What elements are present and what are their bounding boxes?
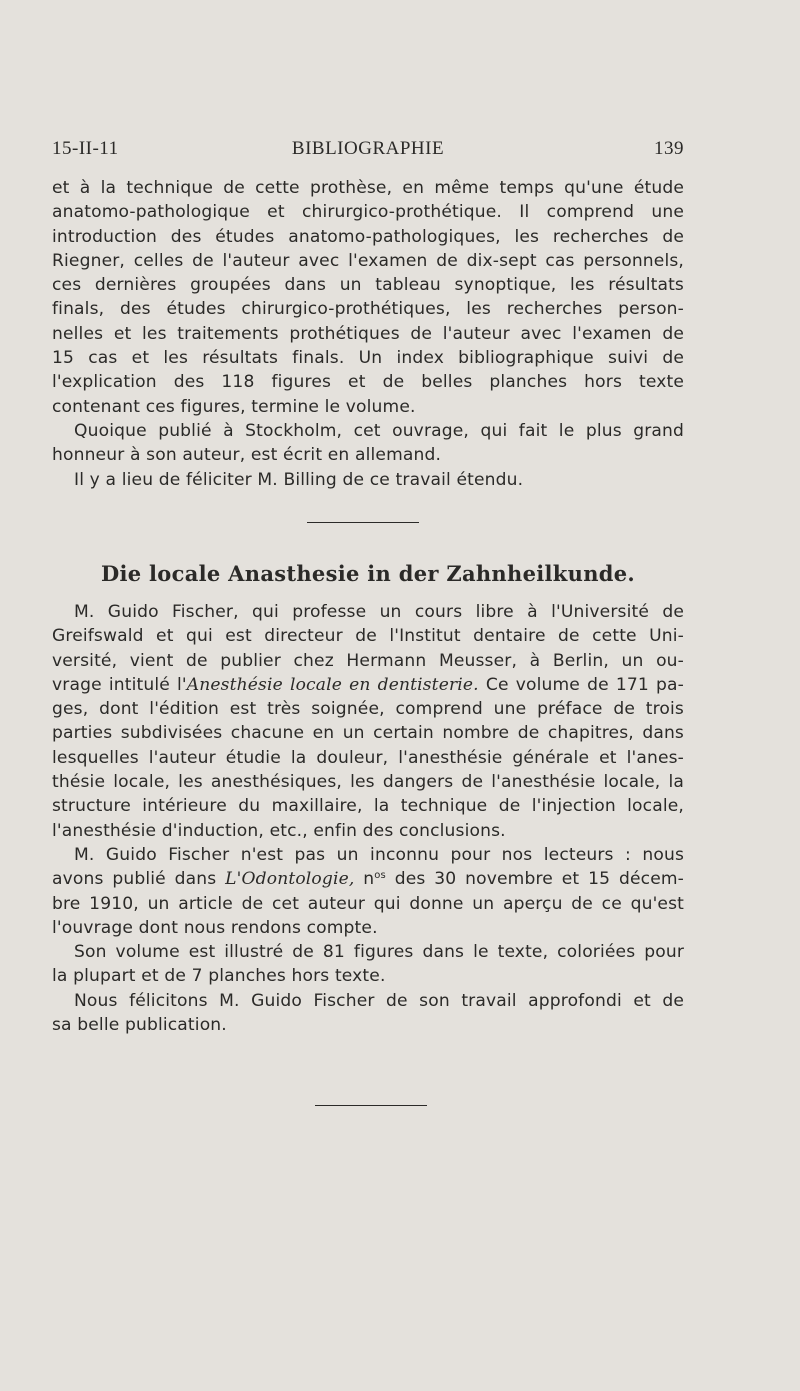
text-line: thésie locale, les anesthésiques, les dangers de l'anesthésie locale, la: [52, 772, 684, 793]
page-number: 139: [654, 138, 684, 159]
text-line: anatomo-pathologique et chirurgico-prothétique. Il comprend une: [52, 202, 684, 223]
superscript: os: [374, 870, 386, 882]
text-segment: n: [354, 869, 375, 890]
text-line: Greifswald et qui est directeur de l'Institut dentaire de cette Uni-: [52, 626, 684, 647]
text-line: M. Guido Fischer, qui professe un cours libre à l'Université de: [74, 602, 684, 622]
text-segment: vrage intitulé l': [52, 674, 187, 695]
text-line: ges, dont l'édition est très soignée, comprend une préface de trois: [52, 699, 684, 720]
book-title-italic: Anesthésie locale en dentisterie.: [186, 674, 479, 695]
text-line: Nous félicitons M. Guido Fischer de son travail approfondi et de: [74, 990, 684, 1011]
section2-text: [52, 600, 684, 1037]
text-line: structure intérieure du maxillaire, la technique de l'injection locale,: [52, 796, 684, 817]
text-segment: des 30 novembre et 15 décem-: [385, 869, 684, 890]
text-segment: Ce volume de 171 pa-: [478, 674, 684, 695]
text-line: versité, vient de publier chez Hermann Meusser, à Berlin, un ou-: [52, 650, 684, 671]
text-line: et à la technique de cette prothèse, en même temps qu'une étude: [52, 178, 684, 198]
text-line: lesquelles l'auteur étudie la douleur, l'anesthésie générale et l'anes-: [52, 747, 684, 768]
text-line: la plupart et de 7 planches hors texte.: [52, 966, 386, 987]
journal-title-italic: L'Odontologie,: [225, 869, 355, 890]
text-line: M. Guido Fischer n'est pas un inconnu pour nos lecteurs : nous: [74, 844, 684, 865]
text-line: bre 1910, un article de cet auteur qui donne un aperçu de ce qu'est: [52, 893, 684, 914]
text-line: l'anesthésie d'induction, etc., enfin des conclusions.: [52, 820, 506, 841]
section-divider: [307, 522, 419, 523]
text-line: ces dernières groupées dans un tableau synoptique, les résultats: [52, 275, 684, 296]
text-line: honneur à son auteur, est écrit en allemand.: [52, 445, 442, 466]
header-section-title: BIBLIOGRAPHIE: [291, 138, 445, 159]
text-line: finals, des études chirurgico-prothétiques, les recherches person-: [52, 299, 684, 320]
text-segment: avons publié dans: [52, 869, 226, 890]
text-line: [52, 673, 684, 697]
text-line: nelles et les traitements prothétiques de l'auteur avec l'examen de: [52, 323, 684, 344]
text-line: l'ouvrage dont nous rendons compte.: [52, 917, 378, 938]
text-line: Quoique publié à Stockholm, cet ouvrage, qui fait le plus grand: [74, 420, 684, 441]
text-line: contenant ces figures, termine le volume.: [52, 396, 416, 417]
text-line: Il y a lieu de féliciter M. Billing de ce travail étendu.: [74, 469, 524, 490]
text-line: sa belle publication.: [52, 1015, 227, 1036]
text-line: [52, 867, 684, 891]
section1-text: [52, 176, 684, 492]
header-date: 15-II-11: [52, 138, 119, 159]
text-line: l'explication des 118 figures et de belles planches hors texte: [52, 372, 684, 393]
text-line: introduction des études anatomo-pathologiques, les recherches de: [52, 226, 684, 247]
end-divider: [315, 1105, 427, 1106]
text-line: Riegner, celles de l'auteur avec l'examen de dix-sept cas personnels,: [52, 250, 684, 271]
text-line: parties subdivisées chacune en un certain nombre de chapitres, dans: [52, 723, 684, 744]
text-line: 15 cas et les résultats finals. Un index bibliographique suivi de: [52, 348, 684, 369]
running-header: [52, 138, 684, 168]
section-title: Die locale Anasthesie in der Zahnheilkunde.: [100, 561, 636, 586]
text-line: Son volume est illustré de 81 figures dans le texte, coloriées pour: [74, 942, 684, 963]
